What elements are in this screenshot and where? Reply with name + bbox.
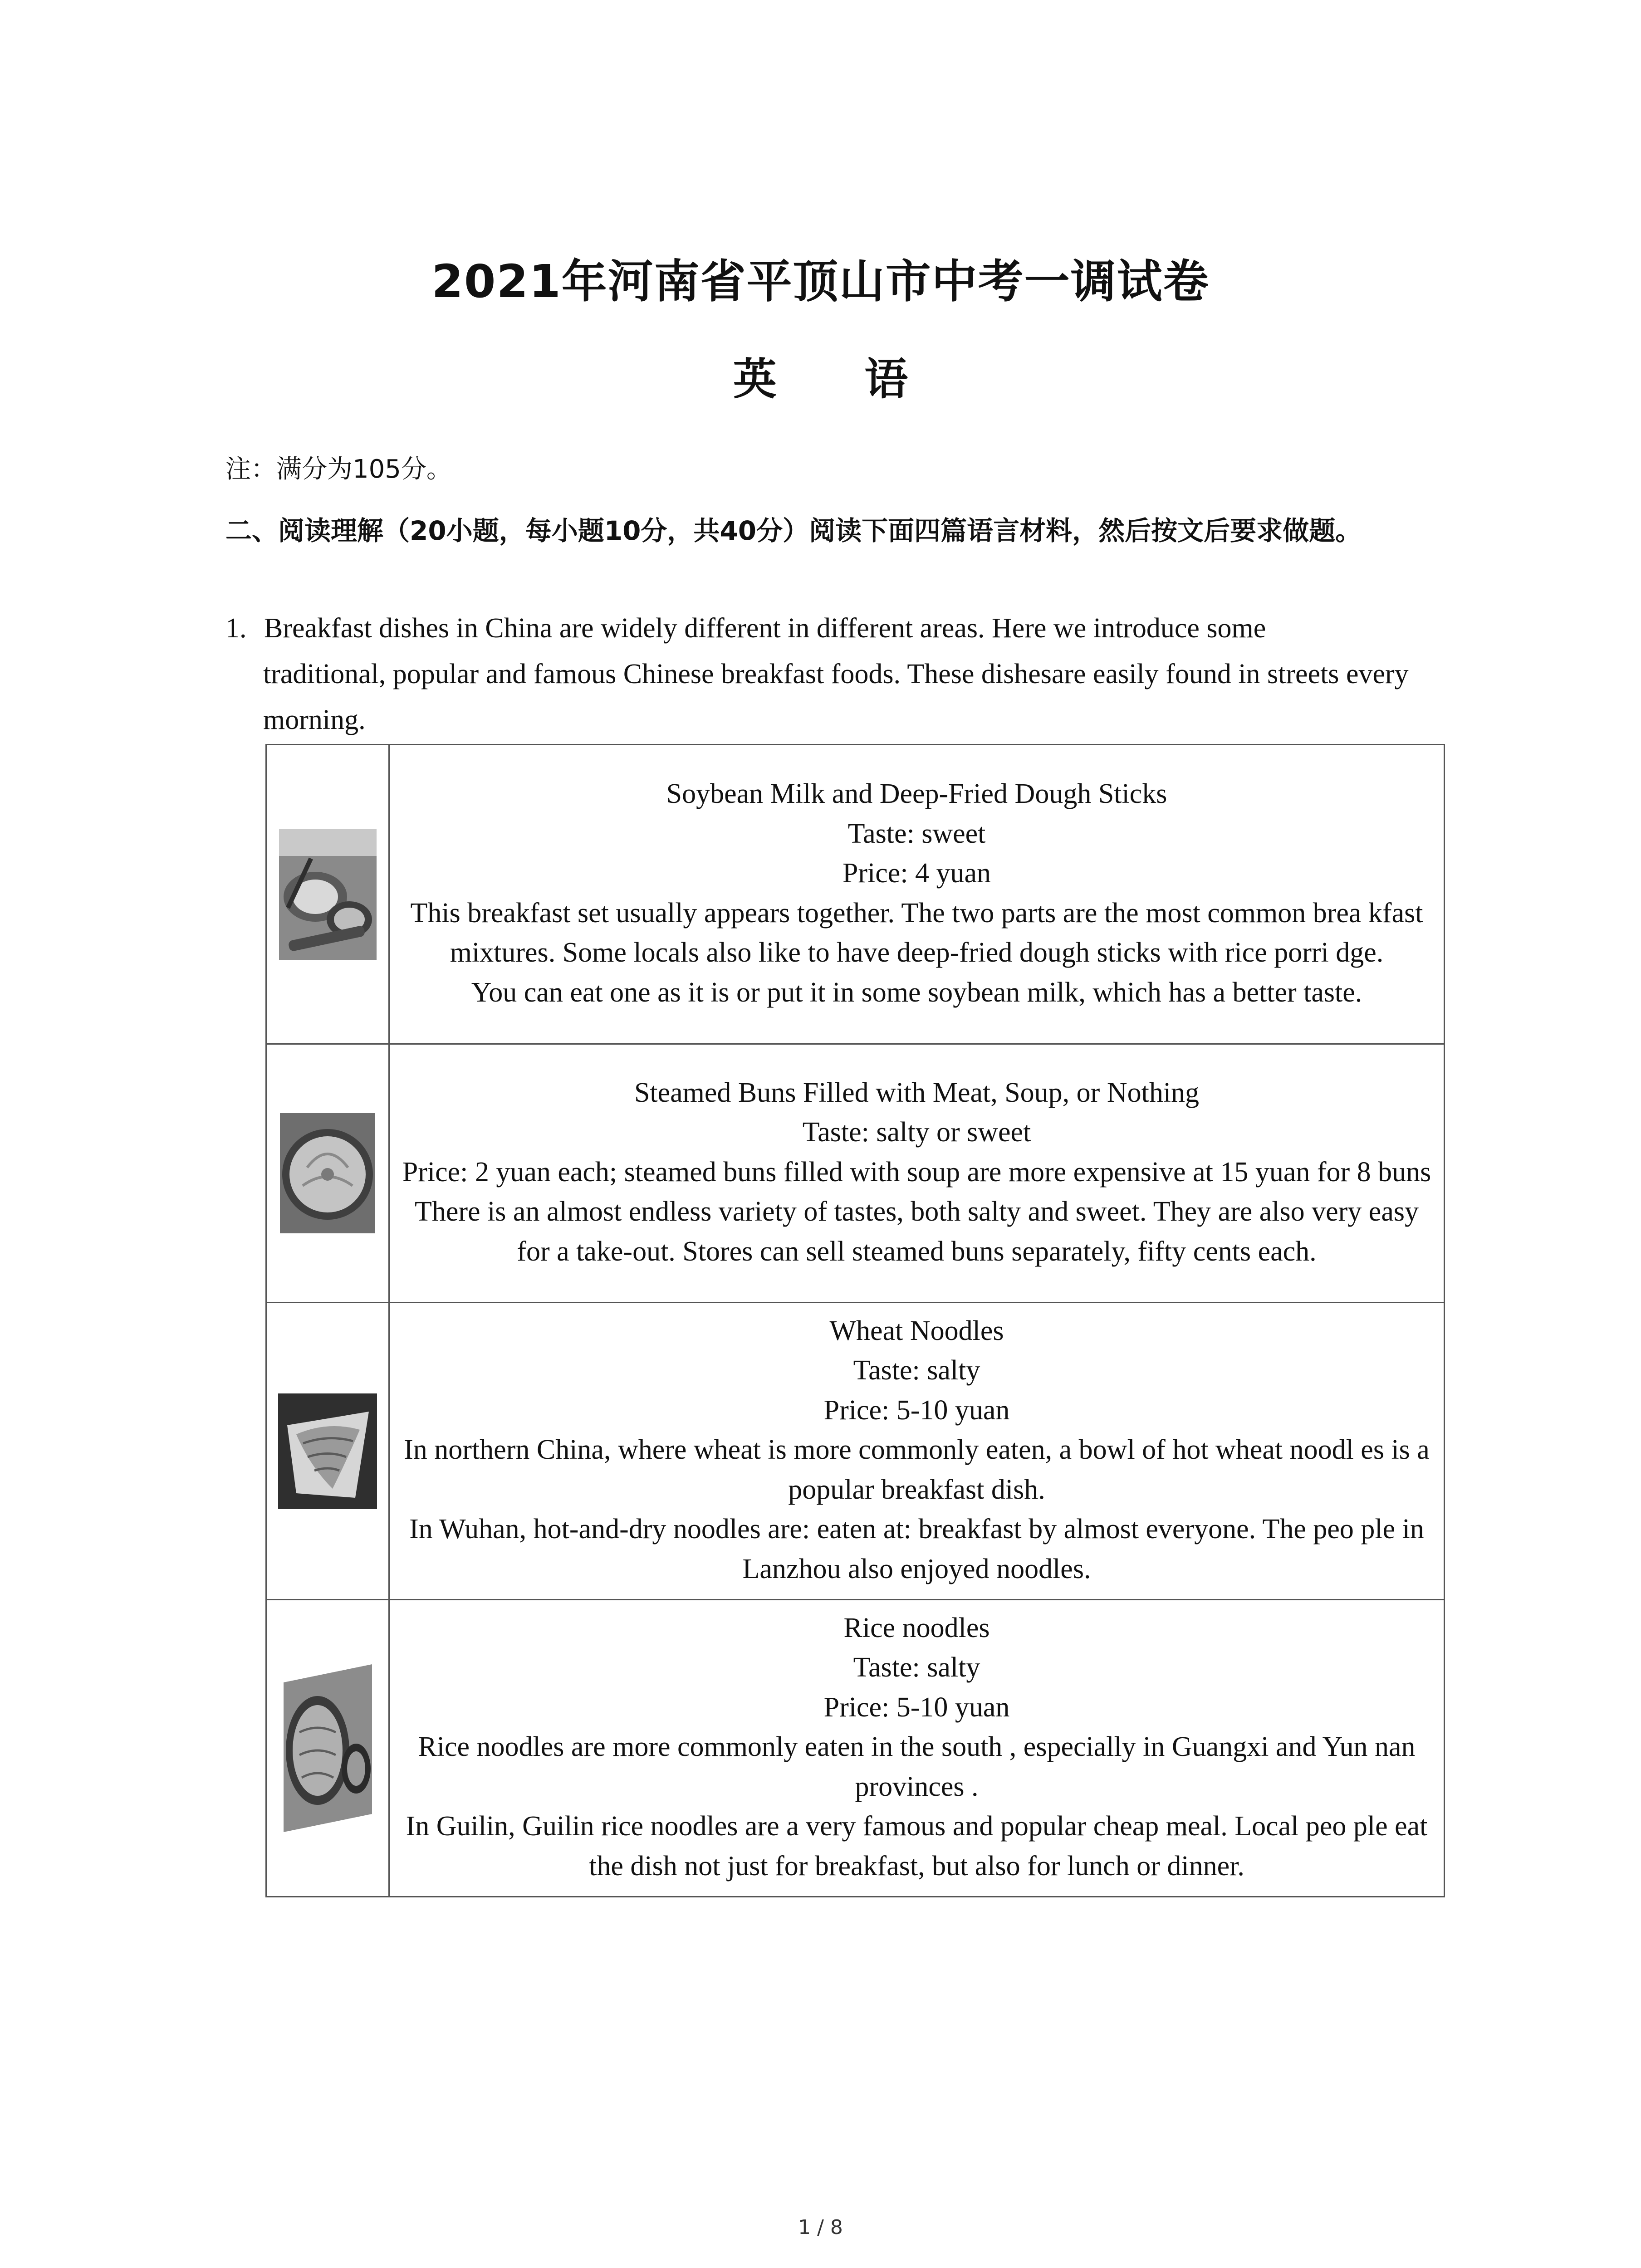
- photo-cell: [266, 1044, 389, 1303]
- dish-taste: Taste: sweet: [847, 818, 986, 849]
- dish-name: Wheat Noodles: [829, 1315, 1004, 1346]
- question-intro-rest: traditional, popular and famous Chinese breakfast foods. These dishesare easily found in streets every morning.: [263, 659, 1409, 735]
- photo-cell: [266, 1303, 389, 1600]
- steamed-buns-photo: [280, 1113, 375, 1233]
- dish-price: Price: 4 yuan: [842, 858, 991, 889]
- photo-cell: [266, 1600, 389, 1897]
- table-row: [266, 1600, 1445, 1897]
- question-intro-first-line: Breakfast dishes in China are widely different in different areas. Here we introduce some: [264, 613, 1266, 644]
- table-row: [266, 1303, 1445, 1600]
- dish-description-extra: You can eat one as it is or put it in some soybean milk, which has a better taste.: [471, 977, 1362, 1008]
- table-row: [266, 745, 1445, 1044]
- score-note: 注：满分为105分。: [225, 455, 452, 484]
- dish-description-extra: In Wuhan, hot-and-dry noodles are: eaten at: breakfast by almost everyone. The peo ple in Lanzhou also enjoyed noodles.: [409, 1514, 1424, 1584]
- question-intro: [225, 606, 1450, 743]
- rice-noodles-photo: [281, 1664, 374, 1832]
- dish-name: Soybean Milk and Deep-Fried Dough Sticks: [666, 778, 1167, 809]
- dish-name: Steamed Buns Filled with Meat, Soup, or Nothing: [634, 1077, 1200, 1108]
- subject-title: 英 语: [733, 353, 945, 405]
- dish-price: Price: 5-10 yuan: [823, 1691, 1010, 1723]
- dish-name: Rice noodles: [843, 1612, 990, 1643]
- dish-description-cell: [389, 1303, 1445, 1600]
- photo-cell: [266, 745, 389, 1044]
- dish-description: There is an almost endless variety of tastes, both salty and sweet. They are also very easy for a take-out. Stores can sell steamed buns separately, fifty cents each.: [415, 1196, 1419, 1267]
- dish-price: Price: 5-10 yuan: [823, 1394, 1010, 1426]
- wheat-noodles-photo: [278, 1393, 377, 1509]
- dish-price: Price: 2 yuan each; steamed buns filled with soup are more expensive at 15 yuan for 8 buns: [402, 1156, 1431, 1188]
- dish-taste: Taste: salty: [853, 1652, 980, 1683]
- breakfast-table: [265, 744, 1445, 1897]
- exam-title: 2021年河南省平顶山市中考一调试卷: [431, 255, 1210, 308]
- page-number: 1 / 8: [798, 2216, 843, 2239]
- soybean-milk-dough-sticks-photo: [279, 829, 377, 960]
- dish-description-cell: [389, 745, 1445, 1044]
- question-number: 1.: [225, 613, 247, 644]
- dish-description-cell: [389, 1600, 1445, 1897]
- section-heading: 二、阅读理解（20小题，每小题10分，共40分）阅读下面四篇语言材料，然后按文后要求做题。: [225, 515, 1362, 546]
- table-row: [266, 1044, 1445, 1303]
- dish-description: In northern China, where wheat is more commonly eaten, a bowl of hot wheat noodl es is a popular breakfast dish.: [404, 1434, 1430, 1505]
- dish-taste: Taste: salty: [853, 1355, 980, 1386]
- dish-description-extra: In Guilin, Guilin rice noodles are a very famous and popular cheap meal. Local peo ple eat the dish not just for breakfast, but also for lunch or dinner.: [406, 1811, 1428, 1882]
- dish-taste: Taste: salty or sweet: [802, 1117, 1031, 1148]
- dish-description: Rice noodles are more commonly eaten in the south , especially in Guangxi and Yun nan provinces .: [418, 1731, 1416, 1802]
- dish-description-cell: [389, 1044, 1445, 1303]
- question-1: [225, 606, 1450, 743]
- dish-description: This breakfast set usually appears together. The two parts are the most common brea kfast mixtures. Some locals also like to have deep-fried dough sticks with rice porri dge.: [410, 897, 1423, 968]
